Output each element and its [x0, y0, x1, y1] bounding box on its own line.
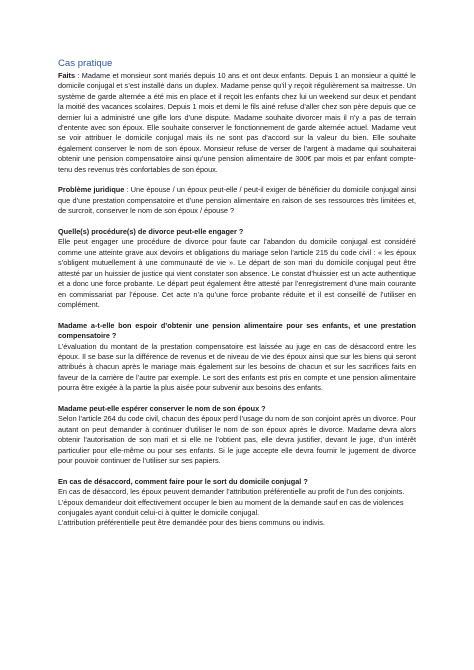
document-title: Cas pratique	[58, 58, 113, 69]
section-question: Madame peut-elle espérer conserver le nom de son époux ?	[58, 403, 266, 413]
probleme-label: Problème juridique	[58, 185, 125, 195]
document-body	[58, 58, 416, 529]
section-paragraph: En cas de désaccord, les époux peuvent demander l’attribution préférentielle au profit de l’un des conjoints. L’époux demandeur doit effectivement occuper le bien au moment de la demande sauf en cas de violences conjugales ayant conduit celui-ci à quitter le domicile conjugal.	[58, 487, 405, 517]
section-paragraph: Selon l’article 264 du code civil, chacun des époux perd l’usage du nom de son conjoint après un divorce. Pour autant on peut demander à continuer d’utiliser le nom de son époux après le divorce. Madame devra alors obtenir l’autorisation de son mari et si elle ne l’obtient pas, elle devra justifier, devant le juge, d’un intérêt particulier pour elle-même ou pour ses enfants. Si le juge accepte elle devra fournir le jugement de divorce pour pouvoir continuer de l’utiliser sur ses papiers.	[58, 414, 416, 465]
section-question: Madame a-t-elle bon espoir d’obtenir une pension alimentaire pour ses enfants, et une prestation compensatoire ?	[58, 320, 416, 341]
probleme-text: : Une épouse / un époux peut-elle / peut-il exiger de bénéficier du domicile conjugal ainsi que d’une prestation compensatoire et d’une pension alimentaire en raison de ses ressources très limitées et, de surcroit, conserver le nom de son époux / épouse ?	[58, 185, 416, 216]
section-paragraph: Elle peut engager une procédure de divorce pour faute car l’abandon du domicile conjugal est considéré comme une atteinte grave aux devoirs et obligations du mariage selon l’article 215 du code civil : « les époux s’obligent mutuellement à une communauté de vie ». Le départ de son mari du domicile conjugal peut être attesté par un huissier de justice qui vient constater son absence. Le constat d’huissier est un acte authentique et a donc une force probante. Le départ peut également être attesté par l’enregistrement d’une main courante en commissariat par l’épouse. Cet acte n’a qu’une force probante réduite et il est conseillé de l’utiliser en complément.	[58, 237, 416, 309]
section-paragraph: L’attribution préférentielle peut être demandée pour des biens communs ou indivis.	[58, 518, 325, 528]
section-paragraph: L’évaluation du montant de la prestation compensatoire est laissée au juge en cas de désaccord entre les époux. Il se base sur la différence de revenus et de niveau de vie des époux ainsi que sur les biens qui seront attribués à chacun après le mariage mais également sur les besoins de chacun et sur les sacrifices faits en faveur de la carrière de l’autre par exemple. Le sort des enfants est pris en compte et une pension alimentaire pourra être exigée à la partie la plus aisée pour subvenir aux besoins des enfants.	[58, 341, 416, 393]
probleme-paragraph	[58, 185, 416, 216]
faits-label: Faits	[58, 71, 76, 80]
faits-text: : Madame et monsieur sont mariés depuis 10 ans et ont deux enfants. Depuis 1 an monsieur a quitté le domicile conjugal et s’est installé dans un duplex. Madame pense qu’il y reçoit régulièrement sa maitresse. Un système de garde alternée a été mis en place et il reçoit les enfants chez lui un weekend sur deux et pendant la moitié des vacances scolaires. Depuis 1 mois et demi le fils ainé refuse d’aller chez son père depuis que ce dernier lui a administré une gifle lors d’une dispute. Madame souhaite divorcer mais il n’y a pas de terrain d’entente avec son époux. Elle souhaite conserver le fonctionnement de garde alternée actuel. Madame veut se voir attribuer le domicile conjugal mais ils ne sont pas d’accord sur la valeur du bien. Elle souhaite également conserver le nom de son époux. Monsieur refuse de verser de l’argent à madame qui souhaiterai obtenir une pension compensatoire ainsi qu’une pension alimentaire de 300€ par mois et par enfant compte-tenu des revenus très confortables de son époux.	[58, 71, 416, 174]
section-question: En cas de désaccord, comment faire pour le sort du domicile conjugal ?	[58, 476, 308, 486]
faits-paragraph	[58, 71, 416, 175]
section-question: Quelle(s) procédure(s) de divorce peut-elle engager ?	[58, 227, 244, 237]
